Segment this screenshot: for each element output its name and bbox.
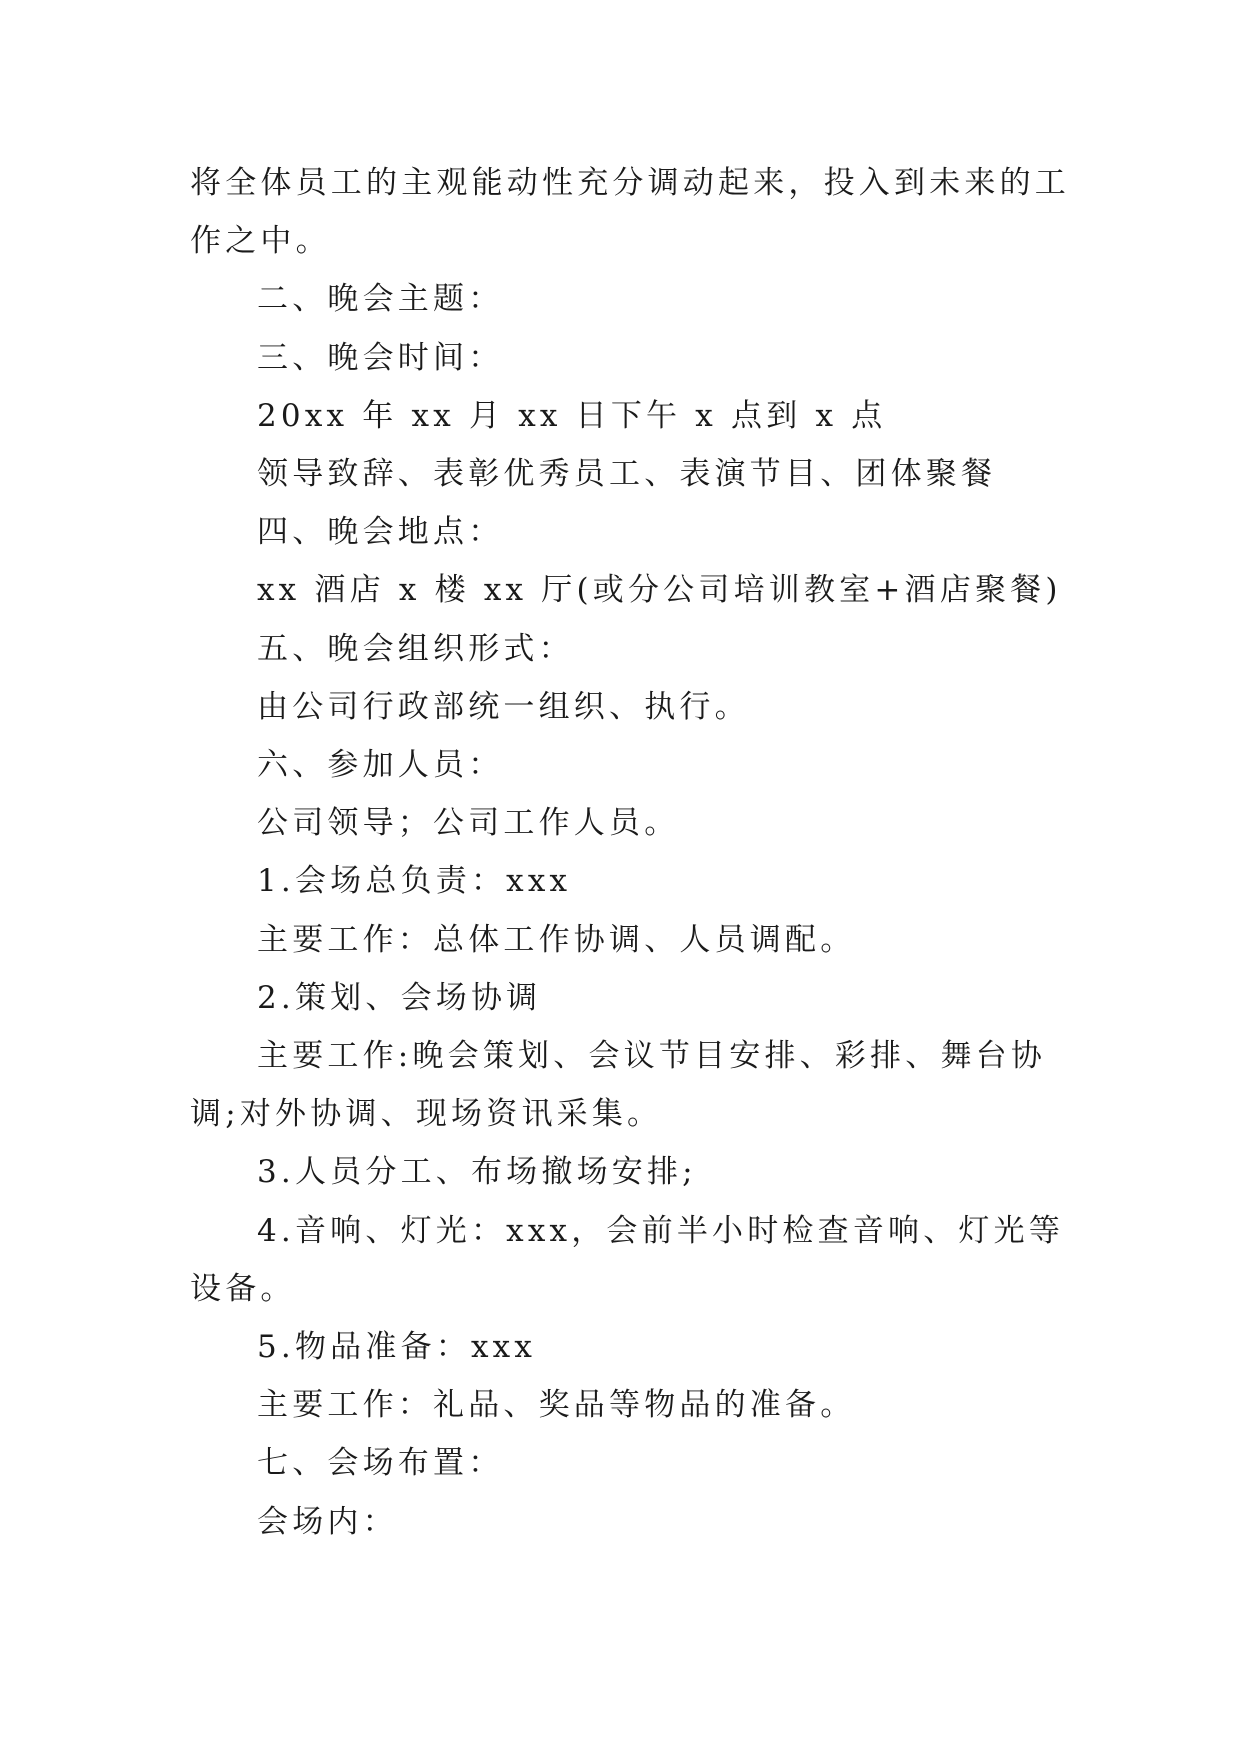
paragraph-supplies-duty: 主要工作：礼品、奖品等物品的准备。 <box>257 1387 856 1424</box>
section-heading-time: 三、晚会时间： <box>257 339 504 376</box>
document-body <box>190 154 1070 1551</box>
list-item-supplies: 5.物品准备：xxx <box>257 1329 537 1366</box>
section-heading-organization: 五、晚会组织形式： <box>257 630 574 667</box>
paragraph-agenda: 领导致辞、表彰优秀员工、表演节目、团体聚餐 <box>257 456 997 493</box>
section-heading-location: 四、晚会地点： <box>257 514 504 551</box>
list-item-venue-lead: 1.会场总负责：xxx <box>257 863 572 900</box>
section-heading-venue-setup: 七、会场布置： <box>257 1445 504 1482</box>
paragraph-planning-duty: 主要工作:晚会策划、会议节目安排、彩排、舞台协调;对外协调、现场资讯采集。 <box>190 1038 1047 1133</box>
list-item-planning: 2.策划、会场协调 <box>257 979 542 1016</box>
paragraph-intro-continuation: 将全体员工的主观能动性充分调动起来，投入到未来的工作之中。 <box>190 165 1070 260</box>
paragraph-location-value: xx 酒店 x 楼 xx 厅(或分公司培训教室+酒店聚餐) <box>257 572 1062 609</box>
paragraph-participants-value: 公司领导；公司工作人员。 <box>257 805 680 842</box>
paragraph-time-value: 20xx 年 xx 月 xx 日下午 x 点到 x 点 <box>257 397 887 434</box>
paragraph-venue-inside: 会场内： <box>257 1503 398 1540</box>
paragraph-venue-lead-duty: 主要工作：总体工作协调、人员调配。 <box>257 921 856 958</box>
section-heading-participants: 六、参加人员： <box>257 747 504 784</box>
list-item-staffing: 3.人员分工、布场撤场安排; <box>257 1154 697 1191</box>
paragraph-organization-value: 由公司行政部统一组织、执行。 <box>257 688 750 725</box>
section-heading-theme: 二、晚会主题： <box>257 281 504 318</box>
list-item-audio-lighting: 4.音响、灯光：xxx，会前半小时检查音响、灯光等设备。 <box>190 1212 1065 1307</box>
